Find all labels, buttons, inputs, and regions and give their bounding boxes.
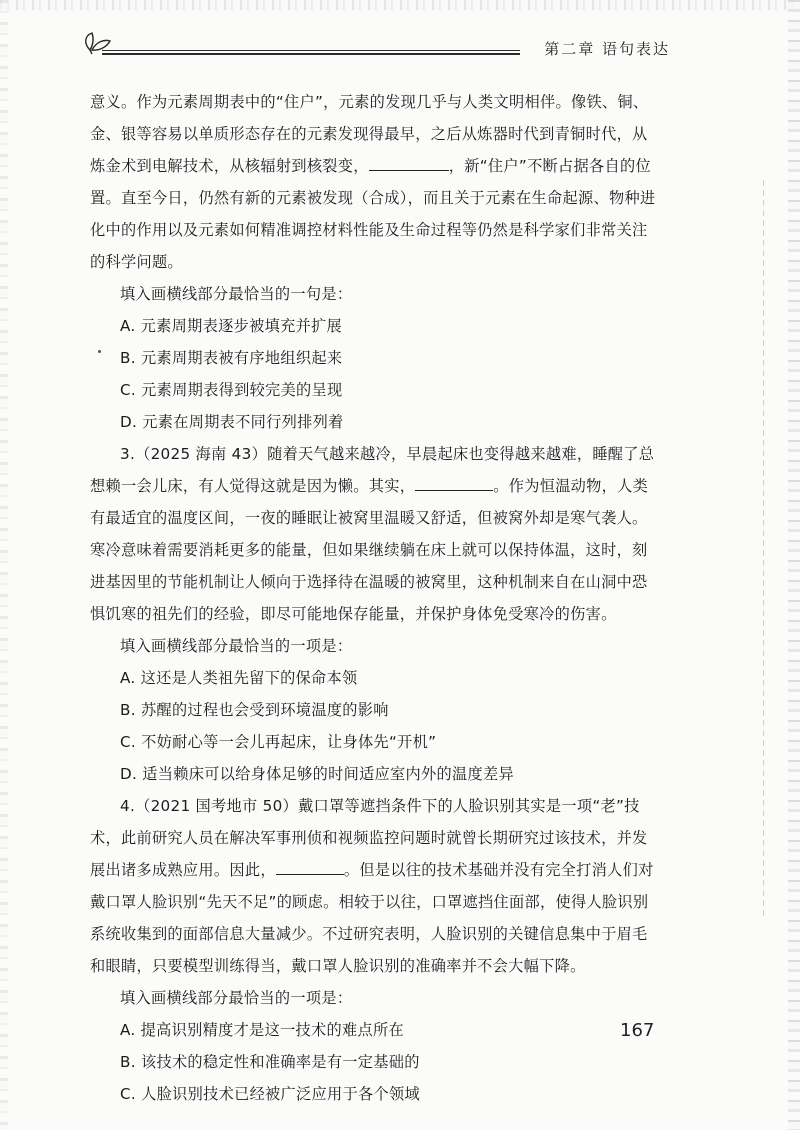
question3-option-c: C. 不妨耐心等一会儿再起床，让身体先“开机” (120, 733, 437, 751)
question3-blank (415, 474, 493, 491)
page-header (80, 30, 670, 60)
question4-source: 4.（2021 国考地市 50） (120, 797, 299, 815)
question3-option-b: B. 苏醒的过程也会受到环境温度的影响 (120, 701, 389, 719)
page-content (90, 86, 660, 1110)
question3-paragraph (90, 438, 660, 630)
header-rule (102, 50, 520, 51)
page-number: 167 (620, 1020, 655, 1041)
question3-source: 3.（2025 海南 43） (120, 445, 268, 463)
question3-option-a: A. 这还是人类祖先留下的保命本领 (120, 669, 358, 687)
scan-margin-rule (763, 180, 764, 920)
question4-text-after: 。但是以往的技术基础并没有完全打消人们对戴口罩人脸识别“先天不足”的顾虑。相较于以往，口罩遮挡住面部，使得人脸识别系统收集到的面部信息大量减少。不过研究表明，人脸识别的关键信息集中于眉毛和眼睛，只要模型训练得当，戴口罩人脸识别的准确率并不会大幅下降。 (90, 861, 654, 975)
question3-text-after: 。作为恒温动物，人类有最适宜的温度区间，一夜的睡眠让被窝里温暖又舒适，但被窝外却是寒气袭人。寒冷意味着需要消耗更多的能量，但如果继续躺在床上就可以保持体温，这时，刻进基因里的节能机制让人倾向于选择待在温暖的被窝里，这种机制来自在山洞中恐惧饥寒的祖先们的经验，即尽可能地保存能量，并保护身体免受寒冷的伤害。 (90, 477, 649, 623)
passage1-option-a: A. 元素周期表逐步被填充并扩展 (120, 317, 343, 335)
passage1-text-after: ，新“住户”不断占据各自的位置。直至今日，仍然有新的元素被发现（合成），而且关于元素在生命起源、物种进化中的作用以及元素如何精准调控材料性能及生命过程等仍然是科学家们非常关注的科学问题。 (90, 157, 656, 271)
passage1-blank (369, 154, 449, 171)
question4-paragraph (90, 790, 660, 982)
question4-blank (276, 858, 344, 875)
passage1-prompt: 填入画横线部分最恰当的一句是： (120, 285, 353, 303)
scan-edge-top (0, 0, 800, 10)
question4-prompt: 填入画横线部分最恰当的一项是： (120, 989, 353, 1007)
passage1-option-b: B. 元素周期表被有序地组织起来 (120, 349, 343, 367)
passage1-option-c: C. 元素周期表得到较完美的呈现 (120, 381, 343, 399)
question4-option-c: C. 人脸识别技术已经被广泛应用于各个领域 (120, 1085, 420, 1103)
passage1-paragraph (90, 86, 660, 278)
header-rule-thick (102, 53, 520, 55)
question4-option-b: B. 该技术的稳定性和准确率是有一定基础的 (120, 1053, 420, 1071)
question3-prompt: 填入画横线部分最恰当的一项是： (120, 637, 353, 655)
scan-edge-left (0, 0, 8, 1130)
passage1-option-d: D. 元素在周期表不同行列排列着 (120, 413, 344, 431)
scan-edge-right (788, 0, 800, 1130)
question4-option-a: A. 提高识别精度才是这一技术的难点所在 (120, 1021, 404, 1039)
margin-dot-mark (98, 350, 101, 353)
chapter-title: 第二章 语句表达 (544, 40, 670, 58)
question3-text-before: 随着天气越来越冷，早晨起床也变得越来越难，睡醒了总想赖一会儿床，有人觉得这就是因为懒。其实， (90, 445, 655, 495)
passage1-text-before: 意义。作为元素周期表中的“住户”，元素的发现几乎与人类文明相伴。像铁、铜、金、银等容易以单质形态存在的元素发现得最早，之后从炼器时代到青铜时代，从炼金术到电解技术，从核辐射到核裂变， (90, 93, 649, 175)
question3-option-d: D. 适当赖床可以给身体足够的时间适应室内外的温度差异 (120, 765, 514, 783)
question4-text-before: 戴口罩等遮挡条件下的人脸识别其实是一项“老”技术，此前研究人员在解决军事刑侦和视频监控问题时就曾长期研究过该技术，并发展出诸多成熟应用。因此， (90, 797, 648, 879)
